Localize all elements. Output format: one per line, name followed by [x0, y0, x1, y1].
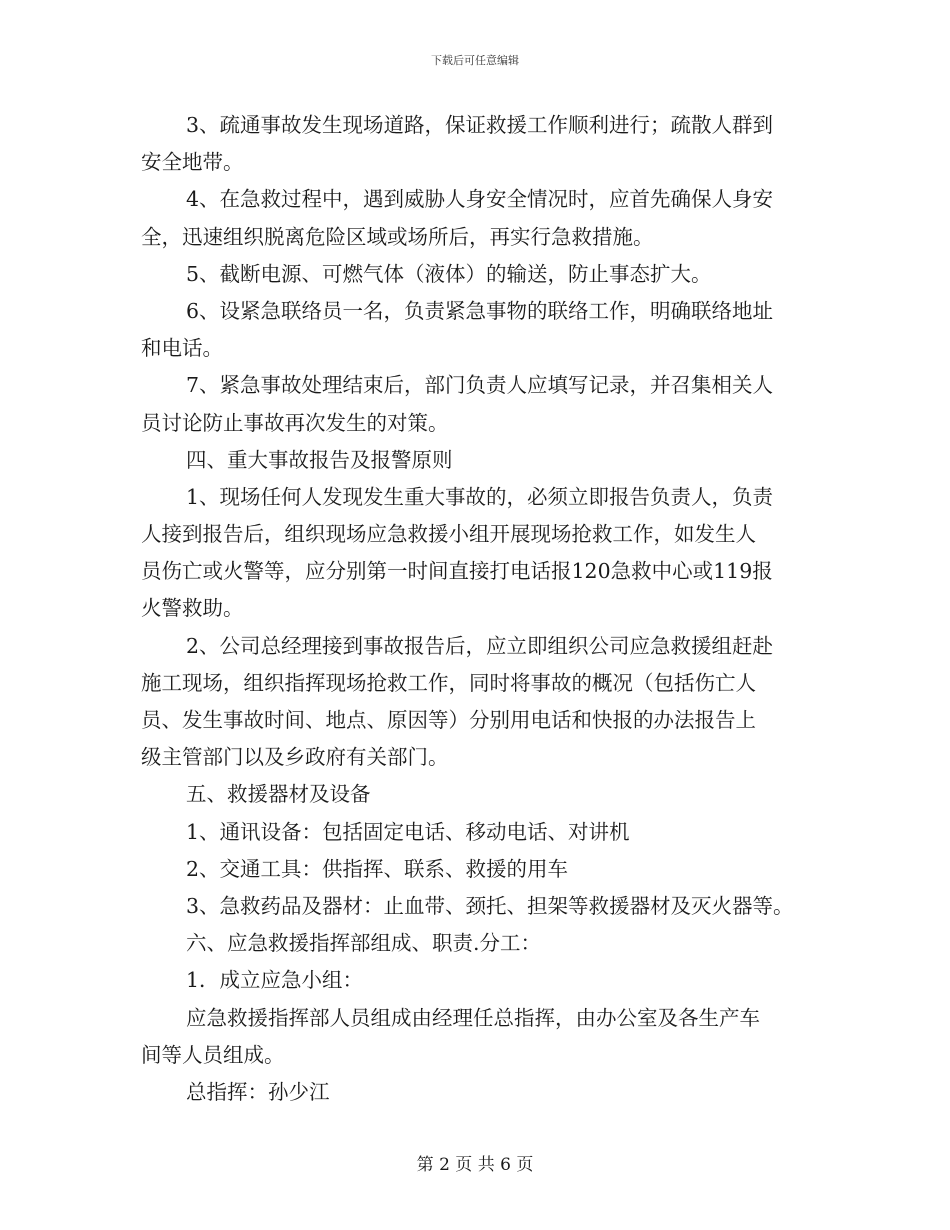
text-line: 1、现场任何人发现发生重大事故的，必须立即报告负责人，负责: [186, 484, 774, 509]
text-line: 员讨论防止事故再次发生的对策。: [141, 410, 449, 435]
text-line: 1、通讯设备：包括固定电话、移动电话、对讲机: [186, 819, 630, 844]
section-heading: 四、重大事故报告及报警原则: [186, 447, 453, 472]
text-line: 应急救援指挥部人员组成由经理任总指挥，由办公室及各生产车: [186, 1005, 760, 1030]
page-header: 下载后可任意编辑: [431, 54, 519, 67]
text-line: 7、紧急事故处理结束后，部门负责人应填写记录，并召集相关人: [186, 373, 774, 398]
text-line: 级主管部门以及乡政府有关部门。: [141, 745, 449, 770]
document-body: [141, 107, 813, 1111]
page-number: 第 2 页 共 6 页: [416, 1155, 534, 1175]
text-line: 人接到报告后，组织现场应急救援小组开展现场抢救工作，如发生人: [141, 522, 756, 547]
text-line: 6、设紧急联络员一名，负责紧急事物的联络工作，明确联络地址: [186, 298, 774, 323]
text-line: 3、疏通事故发生现场道路，保证救援工作顺利进行；疏散人群到: [186, 113, 774, 137]
text-line: 1．成立应急小组：: [186, 968, 364, 993]
text-line: 火警救助。: [141, 596, 244, 621]
text-line: 间等人员组成。: [141, 1042, 285, 1067]
text-line: 总指挥：孙少江: [186, 1079, 330, 1104]
text-line: 3、急救药品及器材：止血带、颈托、担架等救援器材及灭火器等。: [186, 893, 794, 918]
text-line: 2、交通工具：供指挥、联系、救援的用车: [186, 856, 569, 881]
section-heading: 六、应急救援指挥部组成、职责.分工：: [186, 931, 542, 956]
text-line: 全，迅速组织脱离危险区域或场所后，再实行急救措施。: [141, 224, 654, 249]
text-line: 和电话。: [141, 336, 223, 361]
text-line: 员伤亡或火警等，应分别第一时间直接打电话报120急救中心或119报: [141, 559, 773, 584]
text-line: 2、公司总经理接到事故报告后，应立即组织公司应急救援组赶赴: [186, 633, 774, 658]
text-line: 安全地带。: [141, 150, 244, 175]
section-heading: 五、救援器材及设备: [186, 782, 371, 807]
text-line: 施工现场，组织指挥现场抢救工作，同时将事故的概况（包括伤亡人: [141, 670, 756, 695]
text-line: 5、截断电源、可燃气体（液体）的输送，防止事态扩大。: [186, 261, 712, 286]
text-line: 员、发生事故时间、地点、原因等）分别用电话和快报的办法报告上: [141, 708, 756, 732]
text-line: 4、在急救过程中，遇到威胁人身安全情况时，应首先确保人身安: [186, 187, 774, 212]
